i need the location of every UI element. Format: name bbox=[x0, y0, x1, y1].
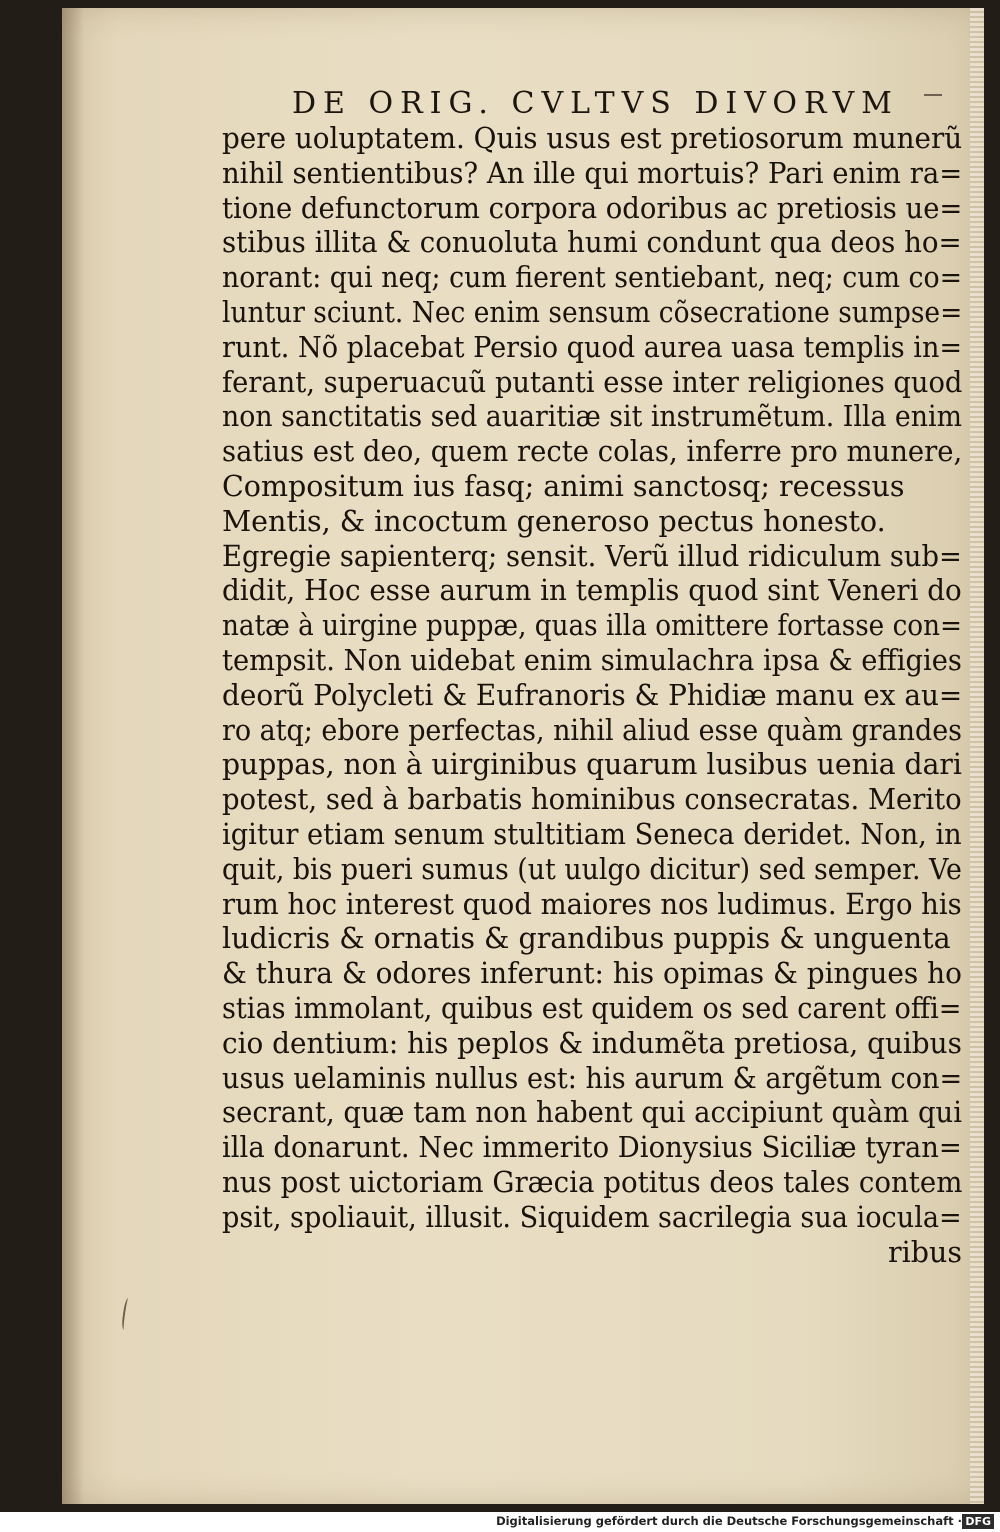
text-line: igitur etiam senum stultitiam Seneca deridet. Non, in bbox=[222, 817, 962, 851]
page-gutter-shadow bbox=[62, 8, 84, 1504]
text-line: runt. Nõ placebat Persio quod aurea uasa templis in= bbox=[222, 330, 963, 364]
text-line: Mentis, & incoctum generoso pectus honesto. bbox=[222, 504, 886, 538]
text-line: natæ à uirgine puppæ, quas illa omittere fortasse con= bbox=[222, 609, 963, 643]
text-line: psit, spoliauit, illusit. Siquidem sacrilegia sua iocula= bbox=[222, 1200, 962, 1234]
dfg-logo: DFG bbox=[962, 1514, 994, 1529]
text-line: usus uelaminis nullus est: his aurum & argẽtum con= bbox=[222, 1061, 963, 1095]
text-line: ferant, superuacuũ putanti esse inter religiones quod bbox=[222, 365, 963, 399]
text-line: luntur sciunt. Nec enim sensum cõsecratione sumpse= bbox=[222, 295, 963, 329]
text-line: tempsit. Non uidebat enim simulachra ipsa & effigies bbox=[222, 643, 962, 677]
text-line: rum hoc interest quod maiores nos ludimus. Ergo his bbox=[222, 887, 962, 921]
text-line: stias immolant, quibus est quidem os sed carent offi= bbox=[222, 991, 962, 1025]
page-edge bbox=[970, 8, 984, 1504]
text-line: secrant, quæ tam non habent qui accipiunt quàm qui bbox=[222, 1096, 962, 1130]
text-line: puppas, non à uirginibus quarum lusibus uenia dari bbox=[222, 748, 962, 782]
footer-credit: Digitalisierung gefördert durch die Deutsche Forschungsgemeinschaft · bbox=[496, 1514, 962, 1528]
text-line: potest, sed à barbatis hominibus consecratas. Merito bbox=[222, 783, 962, 817]
text-line: nihil sentientibus? An ille qui mortuis? Pari enim ra= bbox=[222, 156, 963, 190]
text-line: cio dentium: his peplos & indumẽta pretiosa, quibus bbox=[222, 1026, 962, 1060]
text-line: Egregie sapienterq; sensit. Verũ illud ridiculum sub= bbox=[222, 539, 962, 573]
text-line: non sanctitatis sed auaritiæ sit instrumẽtum. Illa enim bbox=[222, 400, 962, 434]
text-line: didit, Hoc esse aurum in templis quod sint Veneri do bbox=[222, 574, 962, 608]
text-line: pere uoluptatem. Quis usus est pretiosorum munerũ bbox=[222, 122, 963, 155]
text-line: nus post uictoriam Græcia potitus deos tales contem bbox=[222, 1165, 963, 1199]
text-line: tione defunctorum corpora odoribus ac pretiosis ue= bbox=[222, 191, 963, 225]
text-line: ro atq; ebore perfectas, nihil aliud esse quàm grandes bbox=[222, 713, 962, 747]
running-head: DE ORIG. CVLTVS DIVORVM bbox=[292, 86, 899, 121]
text-line: illa donarunt. Nec immerito Dionysius Siciliæ tyran= bbox=[222, 1131, 962, 1165]
text-line: deorũ Polycleti & Eufranoris & Phidiæ manu ex au= bbox=[222, 678, 963, 712]
text-line: ribus bbox=[888, 1235, 962, 1269]
text-line: ludicris & ornatis & grandibus puppis & unguenta bbox=[222, 922, 951, 956]
text-line: norant: qui neq; cum fierent sentiebant, neq; cum co= bbox=[222, 261, 963, 295]
text-line: satius est deo, quem recte colas, inferre pro munere, bbox=[222, 435, 963, 469]
page-dash-mark bbox=[924, 94, 942, 96]
text-line: quit, bis pueri sumus (ut uulgo dicitur) sed semper. Ve bbox=[222, 852, 962, 886]
body-text bbox=[222, 122, 962, 1270]
text-line: stibus illita & conuoluta humi condunt qua deos ho= bbox=[222, 226, 962, 260]
text-line: Compositum ius fasq; animi sanctosq; recessus bbox=[222, 469, 905, 503]
text-line: & thura & odores inferunt: his opimas & pingues ho bbox=[222, 957, 962, 991]
